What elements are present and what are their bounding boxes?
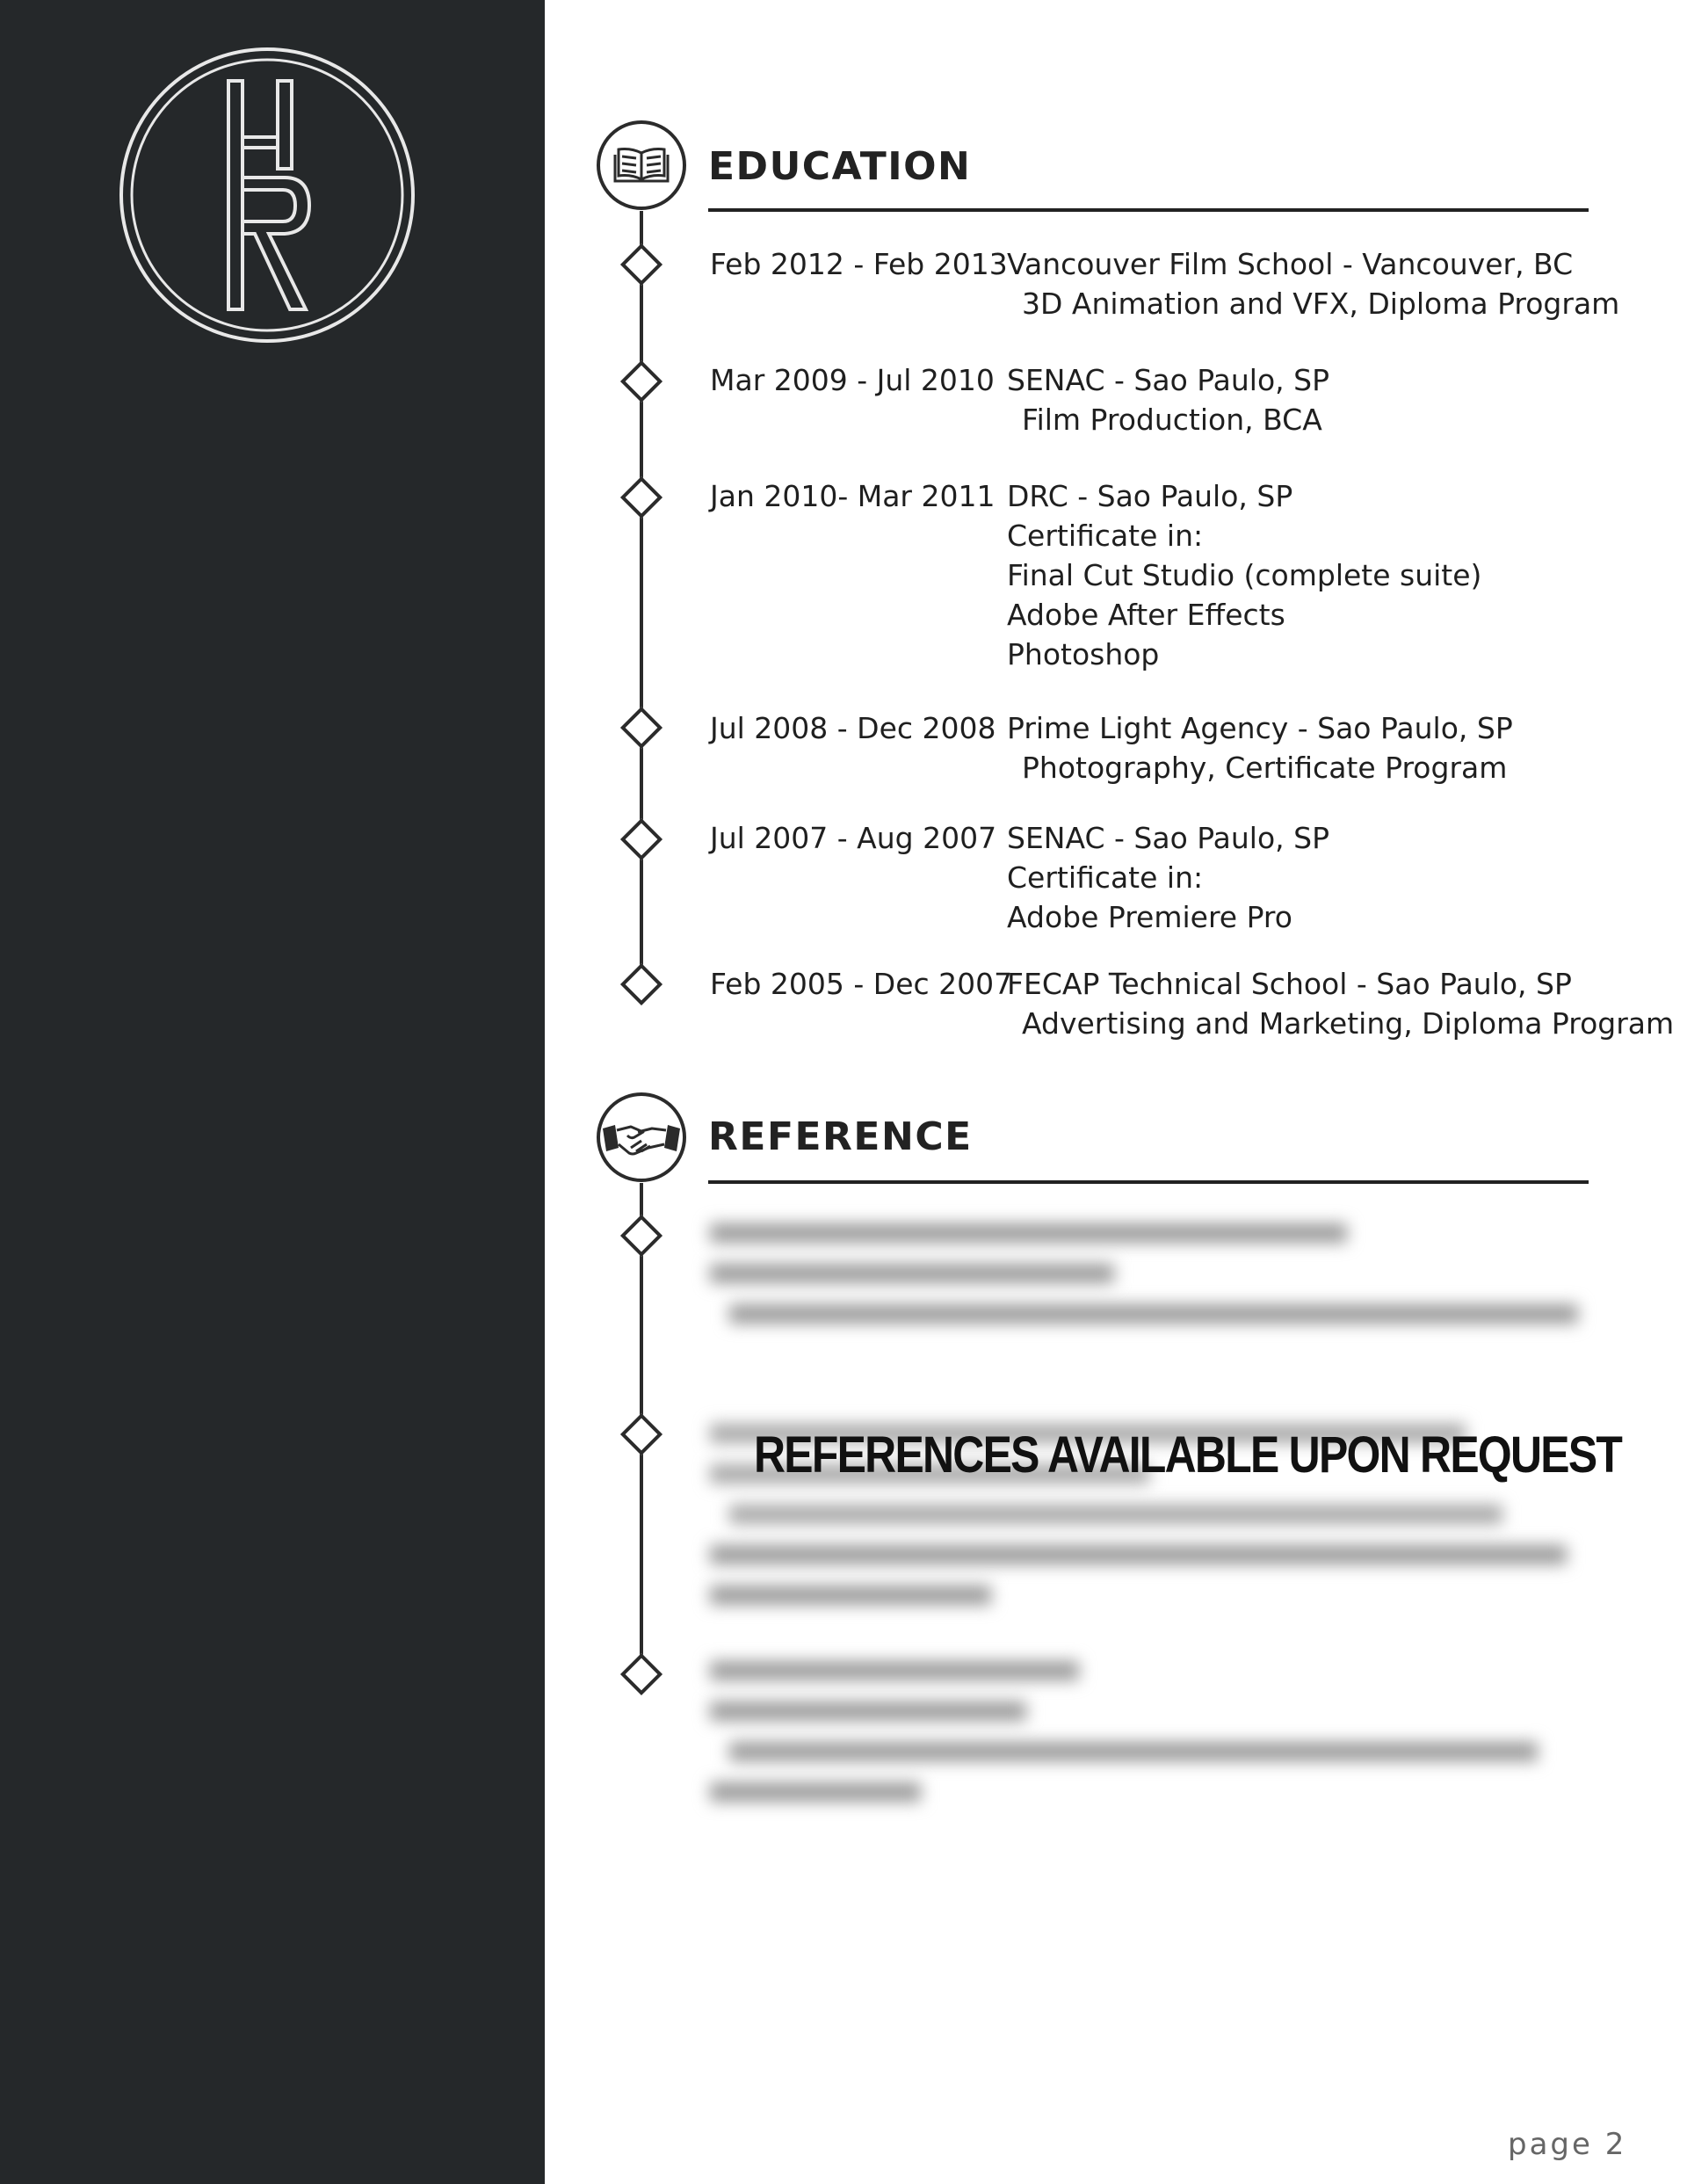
education-program: Photoshop — [1007, 637, 1160, 671]
education-program: Film Production, BCA — [1022, 403, 1322, 437]
hr-monogram-logo — [118, 46, 416, 345]
timeline-diamond — [620, 707, 662, 749]
education-school: DRC - Sao Paulo, SP — [1007, 479, 1293, 513]
timeline-diamond — [620, 360, 662, 403]
timeline-diamond — [620, 243, 662, 286]
education-divider — [708, 208, 1589, 212]
education-school: SENAC - Sao Paulo, SP — [1007, 821, 1329, 855]
references-notice: REFERENCES AVAILABLE UPON REQUEST — [754, 1426, 1622, 1484]
education-program: Certificate in: — [1007, 519, 1204, 553]
reference-divider — [708, 1180, 1589, 1184]
education-school: SENAC - Sao Paulo, SP — [1007, 363, 1329, 397]
education-program: Advertising and Marketing, Diploma Program — [1022, 1006, 1675, 1041]
education-program: Final Cut Studio (complete suite) — [1007, 558, 1482, 592]
education-school: FECAP Technical School - Sao Paulo, SP — [1007, 967, 1572, 1001]
education-program: Certificate in: — [1007, 860, 1204, 895]
education-program: 3D Animation and VFX, Diploma Program — [1022, 287, 1620, 321]
education-school: Prime Light Agency - Sao Paulo, SP — [1007, 711, 1513, 745]
reference-title: REFERENCE — [708, 1114, 973, 1159]
handshake-icon — [596, 1092, 687, 1183]
education-date: Feb 2005 - Dec 2007 — [710, 967, 1013, 1001]
education-date: Jan 2010- Mar 2011 — [710, 479, 996, 513]
timeline-diamond — [620, 1215, 662, 1257]
timeline-diamond — [620, 1413, 662, 1455]
timeline-diamond — [620, 963, 662, 1005]
education-date: Jul 2008 - Dec 2008 — [710, 711, 996, 745]
open-book-icon — [596, 120, 687, 211]
timeline-diamond — [620, 818, 662, 860]
sidebar — [0, 0, 545, 2184]
education-date: Mar 2009 - Jul 2010 — [710, 363, 995, 397]
education-date: Feb 2012 - Feb 2013 — [710, 247, 1008, 281]
education-program: Adobe After Effects — [1007, 598, 1285, 632]
education-timeline — [640, 211, 643, 984]
timeline-diamond — [620, 1653, 662, 1695]
education-date: Jul 2007 - Aug 2007 — [710, 821, 997, 855]
education-program: Photography, Certificate Program — [1022, 751, 1508, 785]
timeline-diamond — [620, 476, 662, 519]
page-number: page 2 — [1508, 2127, 1627, 2162]
education-program: Adobe Premiere Pro — [1007, 900, 1292, 934]
education-school: Vancouver Film School - Vancouver, BC — [1007, 247, 1574, 281]
education-title: EDUCATION — [708, 144, 972, 189]
